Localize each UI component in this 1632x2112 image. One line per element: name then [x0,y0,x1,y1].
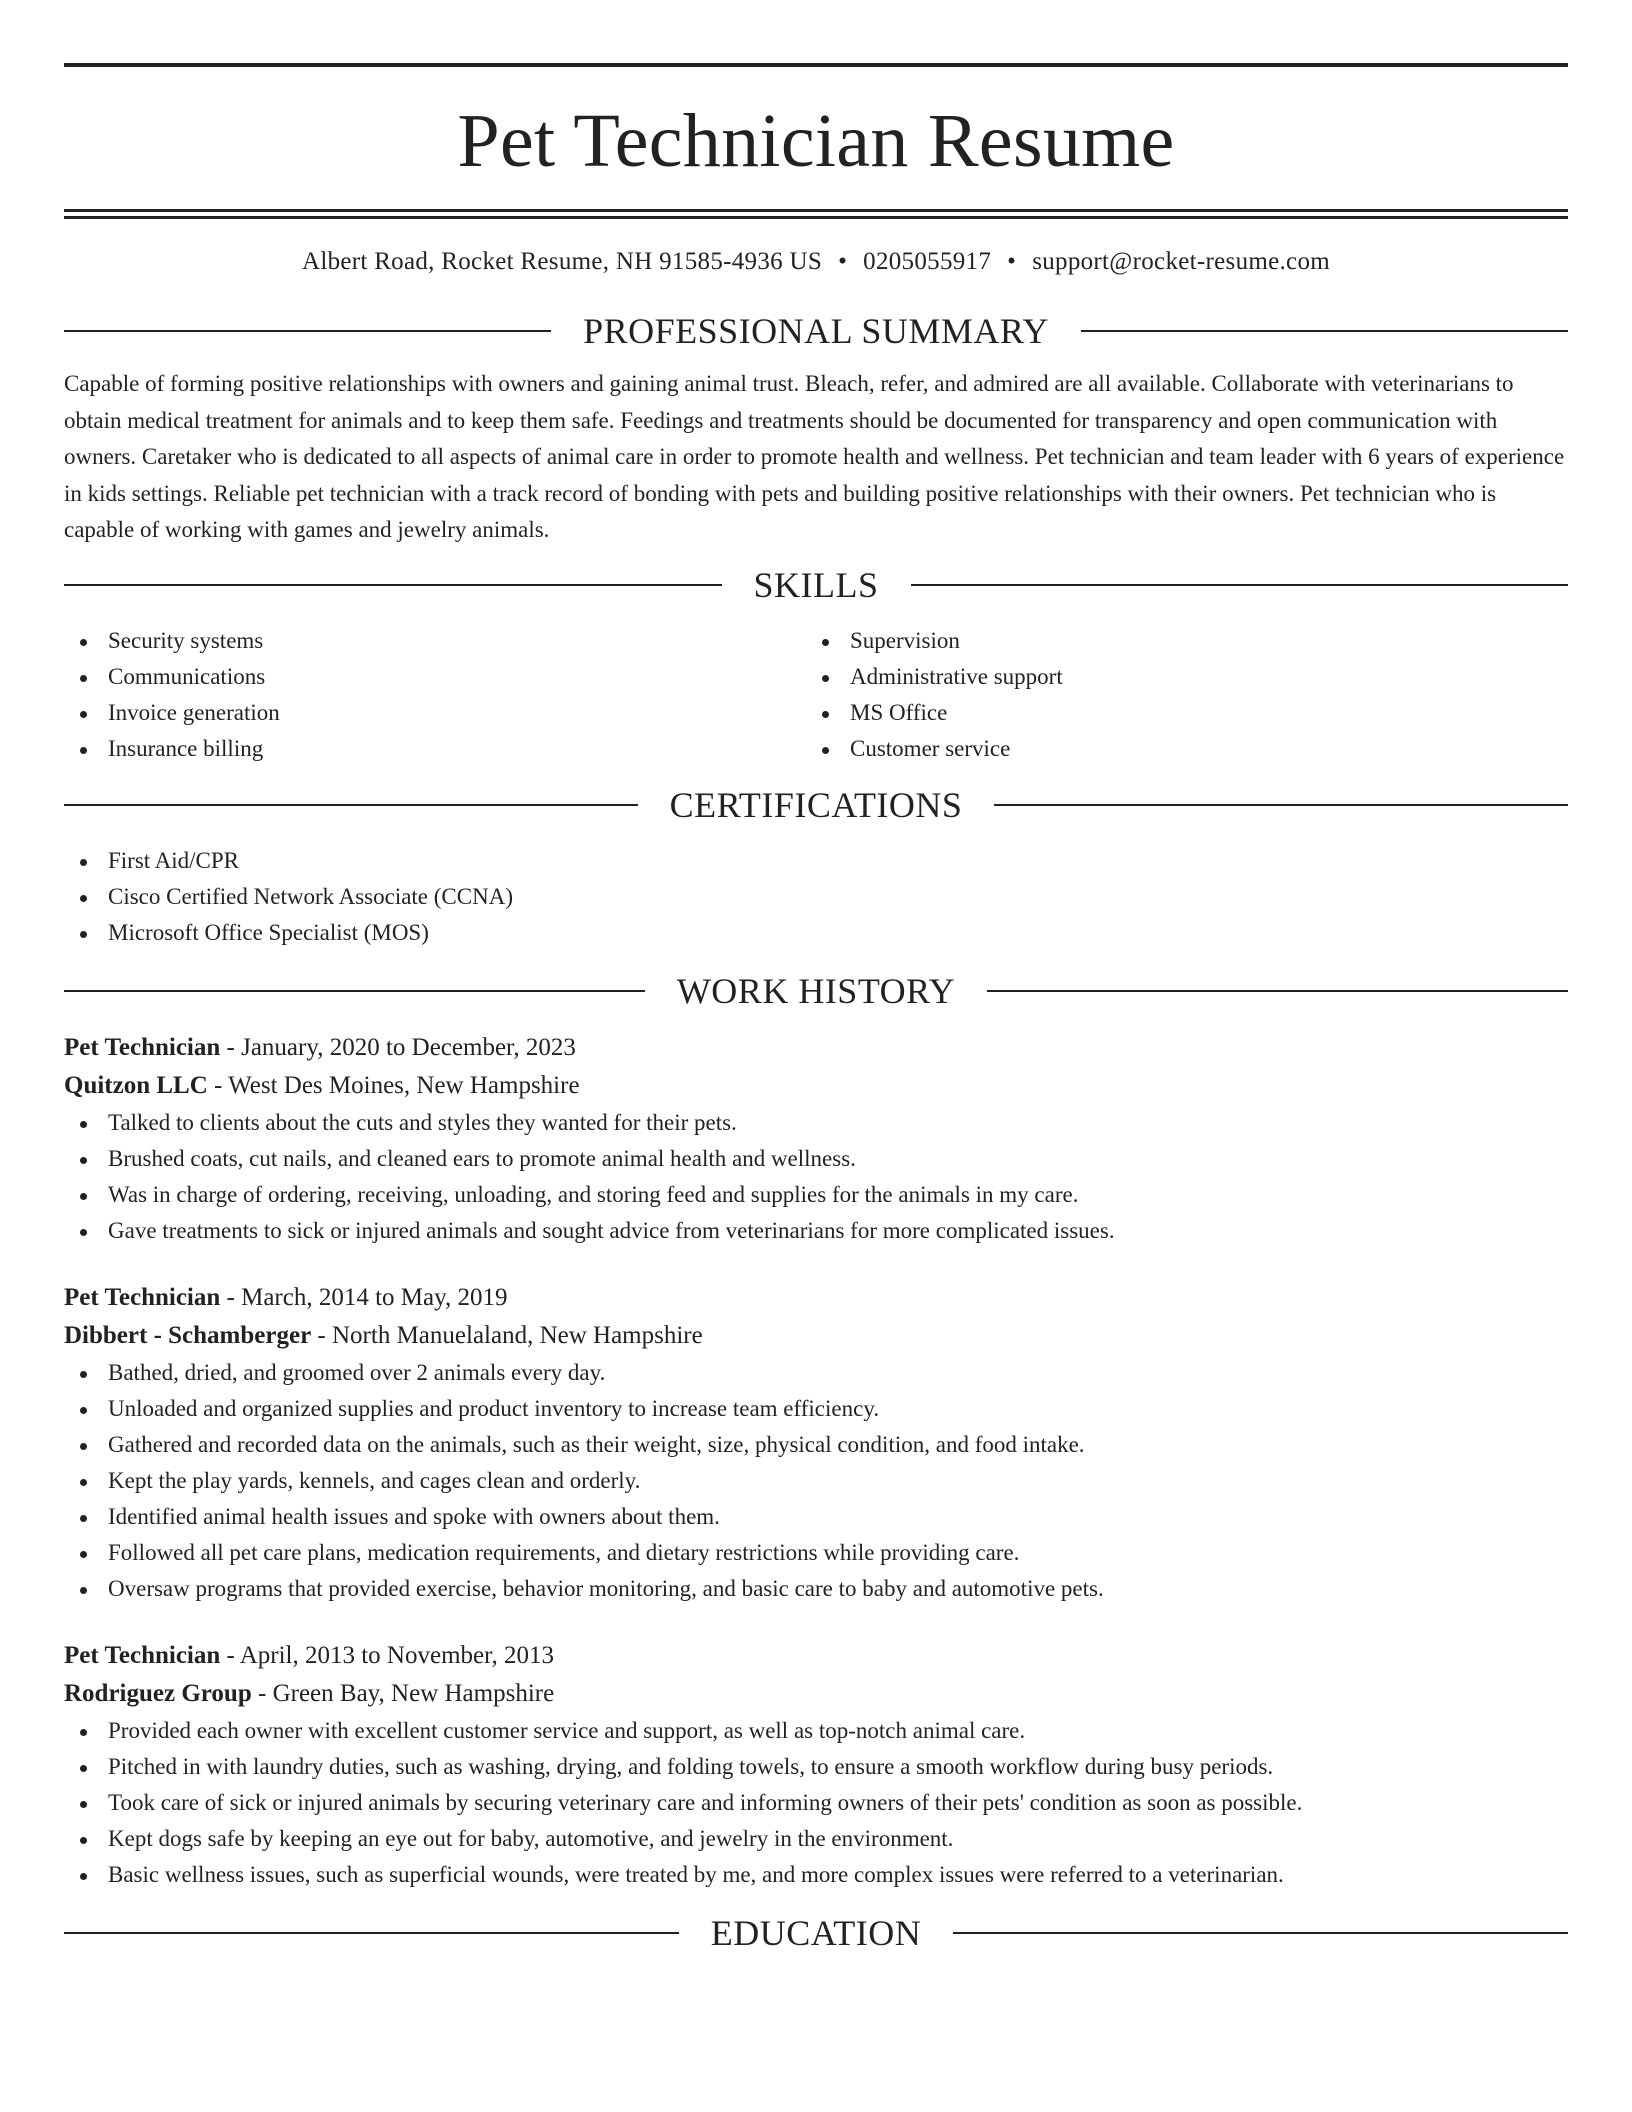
summary-heading-label: PROFESSIONAL SUMMARY [583,311,1049,351]
job-company-line [64,1067,1568,1105]
job-bullet: Talked to clients about the cuts and styles they wanted for their pets. [64,1105,1568,1141]
education-heading-label: EDUCATION [710,1912,922,1953]
job-entry [64,1637,1568,1893]
job-bullet: Brushed coats, cut nails, and cleaned ears to promote animal health and wellness. [64,1141,1568,1177]
job-bullet: Unloaded and organized supplies and product inventory to increase team efficiency. [64,1391,1568,1427]
job-location: - Green Bay, New Hampshire [251,1679,555,1707]
skill-item: Insurance billing [64,731,806,767]
skill-item: Communications [64,659,806,695]
heading-rule [987,990,1568,992]
job-bullets [64,1355,1568,1607]
job-title-line [64,1637,1568,1675]
contact-separator: • [1007,248,1017,275]
job-company-line [64,1675,1568,1713]
job-title: Pet Technician [64,1033,221,1061]
heading-rule [64,1932,679,1934]
job-title: Pet Technician [64,1641,221,1669]
job-bullet: Basic wellness issues, such as superficial wounds, were treated by me, and more complex issues were referred to a veterinarian. [64,1857,1568,1893]
education-section-heading [64,1912,1568,1953]
job-bullet: Bathed, dried, and groomed over 2 animals every day. [64,1355,1568,1391]
job-title-line [64,1029,1568,1067]
job-bullet: Took care of sick or injured animals by securing veterinary care and informing owners of their pets' condition as soon as possible. [64,1785,1568,1821]
skill-item: Invoice generation [64,695,806,731]
job-title: Pet Technician [64,1283,221,1311]
job-dates: - April, 2013 to November, 2013 [220,1641,554,1669]
skills-list-right [806,623,1548,767]
skill-item: Supervision [806,623,1548,659]
contact-email: support@rocket-resume.com [1032,248,1330,275]
title-double-rule [64,209,1568,219]
heading-rule [64,330,551,332]
job-location: - North Manuelaland, New Hampshire [311,1321,703,1349]
contact-line [64,247,1568,277]
job-bullet: Gathered and recorded data on the animals, such as their weight, size, physical condition, and food intake. [64,1427,1568,1463]
contact-phone: 0205055917 [863,248,992,275]
job-bullet: Oversaw programs that provided exercise, behavior monitoring, and basic care to baby and automotive pets. [64,1571,1568,1607]
skills-list-left [64,623,806,767]
summary-text: Capable of forming positive relationships with owners and gaining animal trust. Bleach, refer, and admired are all available. Collaborate with veterinarians to obtain medical treatment for animals and to keep them safe. Feedings and treatments should be documented for transparency and open communication with owners. Caretaker who is dedicated to all aspects of animal care in order to promote health and wellness. Pet technician and team leader with 6 years of experience in kids settings. Reliable pet technician with a track record of bonding with pets and building positive relationships with their owners. Pet technician who is capable of working with games and jewelry animals. [64,371,1565,542]
job-bullets [64,1105,1568,1249]
job-dates: - January, 2020 to December, 2023 [220,1033,576,1061]
skills-grid [64,623,1568,767]
top-rule [64,63,1568,67]
job-bullet: Provided each owner with excellent customer service and support, as well as top-notch animal care. [64,1713,1568,1749]
job-entry [64,1279,1568,1607]
heading-rule [64,990,645,992]
summary-section-heading [64,313,1568,349]
heading-rule [994,804,1568,806]
job-bullet: Followed all pet care plans, medication requirements, and dietary restrictions while providing care. [64,1535,1568,1571]
certification-item: Cisco Certified Network Associate (CCNA) [64,879,1568,915]
work-history-heading-label: WORK HISTORY [676,970,956,1011]
contact-separator: • [838,248,848,275]
skill-item: Customer service [806,731,1548,767]
heading-rule [953,1932,1568,1934]
job-company: Quitzon LLC [64,1071,208,1099]
certifications-list [64,843,1568,951]
job-entry [64,1029,1568,1249]
skill-item: MS Office [806,695,1548,731]
contact-address: Albert Road, Rocket Resume, NH 91585-4936 US [301,248,823,275]
job-company: Dibbert - Schamberger [64,1321,312,1349]
certification-item: First Aid/CPR [64,843,1568,879]
job-dates: - March, 2014 to May, 2019 [220,1283,508,1311]
skills-section-heading [64,564,1568,605]
skill-item: Administrative support [806,659,1548,695]
job-bullet: Kept dogs safe by keeping an eye out for baby, automotive, and jewelry in the environment. [64,1821,1568,1857]
resume-title: Pet Technician Resume [457,99,1175,183]
heading-rule [64,584,722,586]
certification-item: Microsoft Office Specialist (MOS) [64,915,1568,951]
job-bullet: Was in charge of ordering, receiving, unloading, and storing feed and supplies for the animals in my care. [64,1177,1568,1213]
job-bullets [64,1713,1568,1893]
job-company-line [64,1317,1568,1355]
job-bullet: Pitched in with laundry duties, such as washing, drying, and folding towels, to ensure a smooth workflow during busy periods. [64,1749,1568,1785]
job-company: Rodriguez Group [64,1679,252,1707]
work-history-section-heading [64,970,1568,1011]
certifications-section-heading [64,784,1568,825]
heading-rule [911,584,1569,586]
job-bullet: Identified animal health issues and spoke with owners about them. [64,1499,1568,1535]
heading-rule [1081,330,1568,332]
job-bullet: Gave treatments to sick or injured animals and sought advice from veterinarians for more complicated issues. [64,1213,1568,1249]
certifications-heading-label: CERTIFICATIONS [669,784,963,825]
heading-rule [64,804,638,806]
resume-page [64,0,1568,1951]
skills-heading-label: SKILLS [753,564,879,605]
job-location: - West Des Moines, New Hampshire [207,1071,580,1099]
job-title-line [64,1279,1568,1317]
skill-item: Security systems [64,623,806,659]
job-bullet: Kept the play yards, kennels, and cages clean and orderly. [64,1463,1568,1499]
